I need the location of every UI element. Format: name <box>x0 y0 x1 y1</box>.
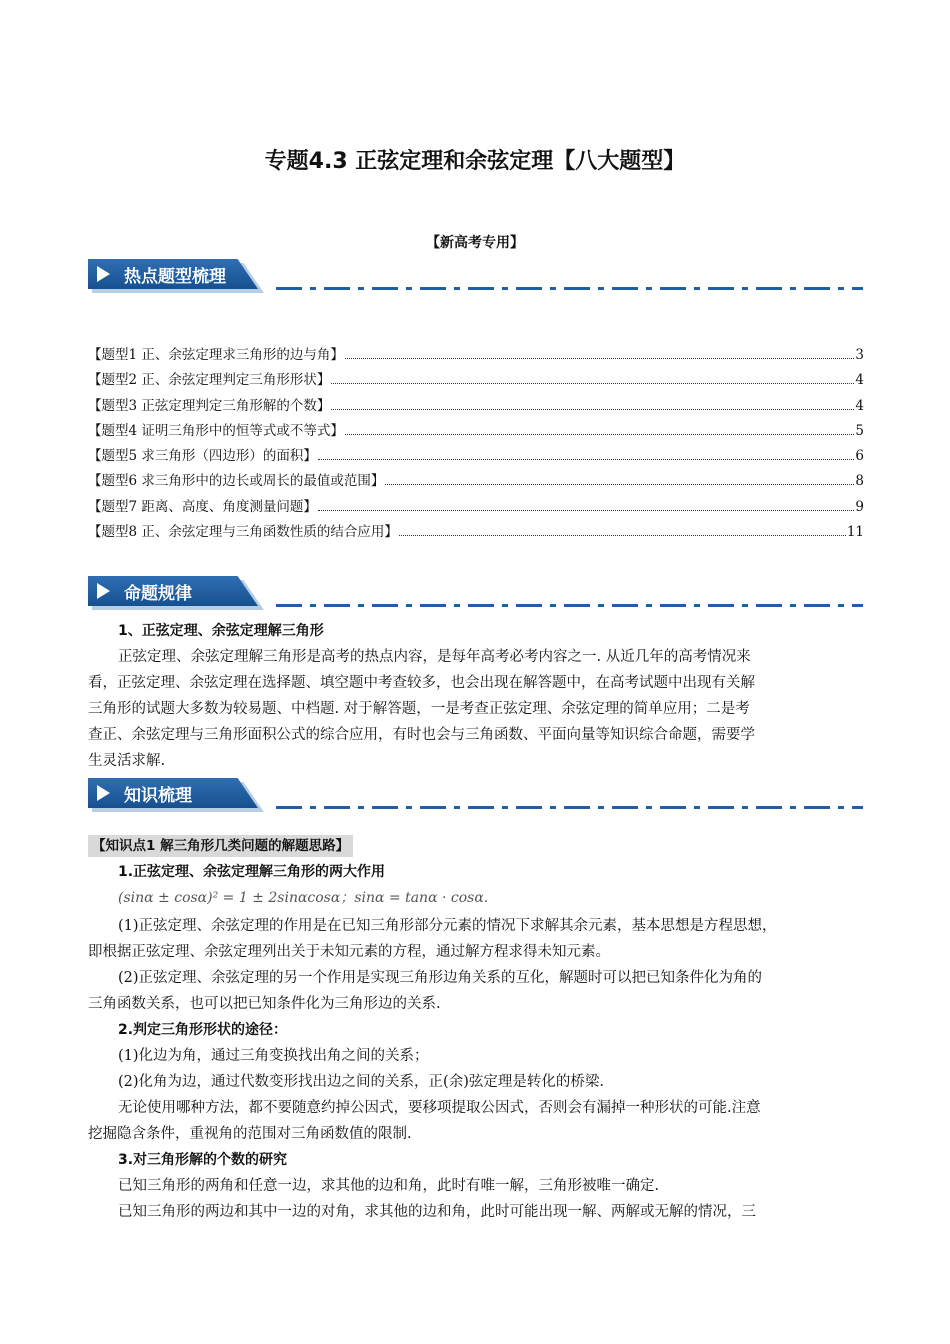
toc-entry[interactable]: 【题型5 求三角形（四边形）的面积】 6 <box>88 448 864 465</box>
banner-label: 知识梳理 <box>124 786 192 806</box>
subheading: 2.判定三角形形状的途径： <box>118 1022 288 1038</box>
formula: (sinα ± cosα)² = 1 ± 2sinαcosα；sinα = tanα · cosα. <box>118 890 489 906</box>
paragraph-line: 看，正弦定理、余弦定理在选择题、填空题中考查较多，也会出现在解答题中，在高考试题中出现有关解 <box>88 675 755 691</box>
dashed-divider <box>276 287 863 290</box>
paragraph-line: 查正、余弦定理与三角形面积公式的综合应用，有时也会与三角函数、平面向量等知识综合命题，需要学 <box>88 727 755 743</box>
paragraph-line: 生灵活求解. <box>88 753 166 769</box>
play-arrow-icon <box>97 785 110 801</box>
paragraph-line: (2)化角为边，通过代数变形找出边之间的关系，正(余)弦定理是转化的桥梁. <box>118 1074 604 1090</box>
paragraph-line: 已知三角形的两边和其中一边的对角，求其他的边和角，此时可能出现一解、两解或无解的情况，三 <box>118 1204 756 1220</box>
knowledge-point-label: 【知识点1 解三角形几类问题的解题思路】 <box>88 835 353 857</box>
paragraph-line: 已知三角形的两角和任意一边，求其他的边和角，此时有唯一解，三角形被唯一确定. <box>118 1178 660 1194</box>
paragraph-line: 正弦定理、余弦定理解三角形是高考的热点内容，是每年高考必考内容之一. 从近几年的高考情况来 <box>118 649 751 665</box>
subheading: 3.对三角形解的个数的研究 <box>118 1152 288 1168</box>
banner-exam-rules <box>88 574 863 614</box>
page-title: 专题4.3 正弦定理和余弦定理【八大题型】 <box>264 149 686 174</box>
table-of-contents <box>88 343 864 545</box>
paragraph-line: 无论使用哪种方法，都不要随意约掉公因式，要移项提取公因式，否则会有漏掉一种形状的可能.注意 <box>118 1100 761 1116</box>
toc-entry[interactable]: 【题型7 距离、高度、角度测量问题】 9 <box>88 498 864 515</box>
paragraph-line: 即根据正弦定理、余弦定理列出关于未知元素的方程，通过解方程求得未知元素。 <box>88 944 610 960</box>
paragraph-line: 挖掘隐含条件，重视角的范围对三角函数值的限制. <box>88 1126 412 1142</box>
paragraph-line: (2)正弦定理、余弦定理的另一个作用是实现三角形边角关系的互化，解题时可以把已知条件化为角的 <box>118 970 763 986</box>
toc-entry[interactable]: 【题型6 求三角形中的边长或周长的最值或范围】 8 <box>88 473 864 490</box>
subheading: 1.正弦定理、余弦定理解三角形的两大作用 <box>118 864 386 880</box>
play-arrow-icon <box>97 583 110 599</box>
toc-entry[interactable]: 【题型8 正、余弦定理与三角函数性质的结合应用】 11 <box>88 524 864 541</box>
toc-entry[interactable]: 【题型2 正、余弦定理判定三角形形状】 4 <box>88 372 864 389</box>
dashed-divider <box>276 806 863 809</box>
banner-knowledge <box>88 776 863 816</box>
toc-entry[interactable]: 【题型3 正弦定理判定三角形解的个数】 4 <box>88 397 864 414</box>
toc-entry[interactable]: 【题型1 正、余弦定理求三角形的边与角】 3 <box>88 347 864 363</box>
banner-hot-topics <box>88 257 863 297</box>
paragraph-line: (1)正弦定理、余弦定理的作用是在已知三角形部分元素的情况下求解其余元素，基本思想是方程思想， <box>118 918 777 934</box>
exam-rules-section <box>88 618 868 774</box>
play-arrow-icon <box>97 266 110 282</box>
paragraph-line: 三角形的试题大多数为较易题、中档题. 对于解答题，一是考查正弦定理、余弦定理的简单应用；二是考 <box>88 701 750 717</box>
banner-label: 命题规律 <box>124 584 192 604</box>
paragraph-line: 三角函数关系，也可以把已知条件化为三角形边的关系. <box>88 996 441 1012</box>
section-heading: 1、正弦定理、余弦定理解三角形 <box>118 623 324 639</box>
page-subtitle: 【新高考专用】 <box>426 235 524 251</box>
banner-label: 热点题型梳理 <box>124 267 226 287</box>
paragraph-line: (1)化边为角，通过三角变换找出角之间的关系； <box>118 1048 429 1064</box>
dashed-divider <box>276 604 863 607</box>
knowledge-section <box>88 833 868 1225</box>
toc-entry[interactable]: 【题型4 证明三角形中的恒等式或不等式】 5 <box>88 422 864 439</box>
